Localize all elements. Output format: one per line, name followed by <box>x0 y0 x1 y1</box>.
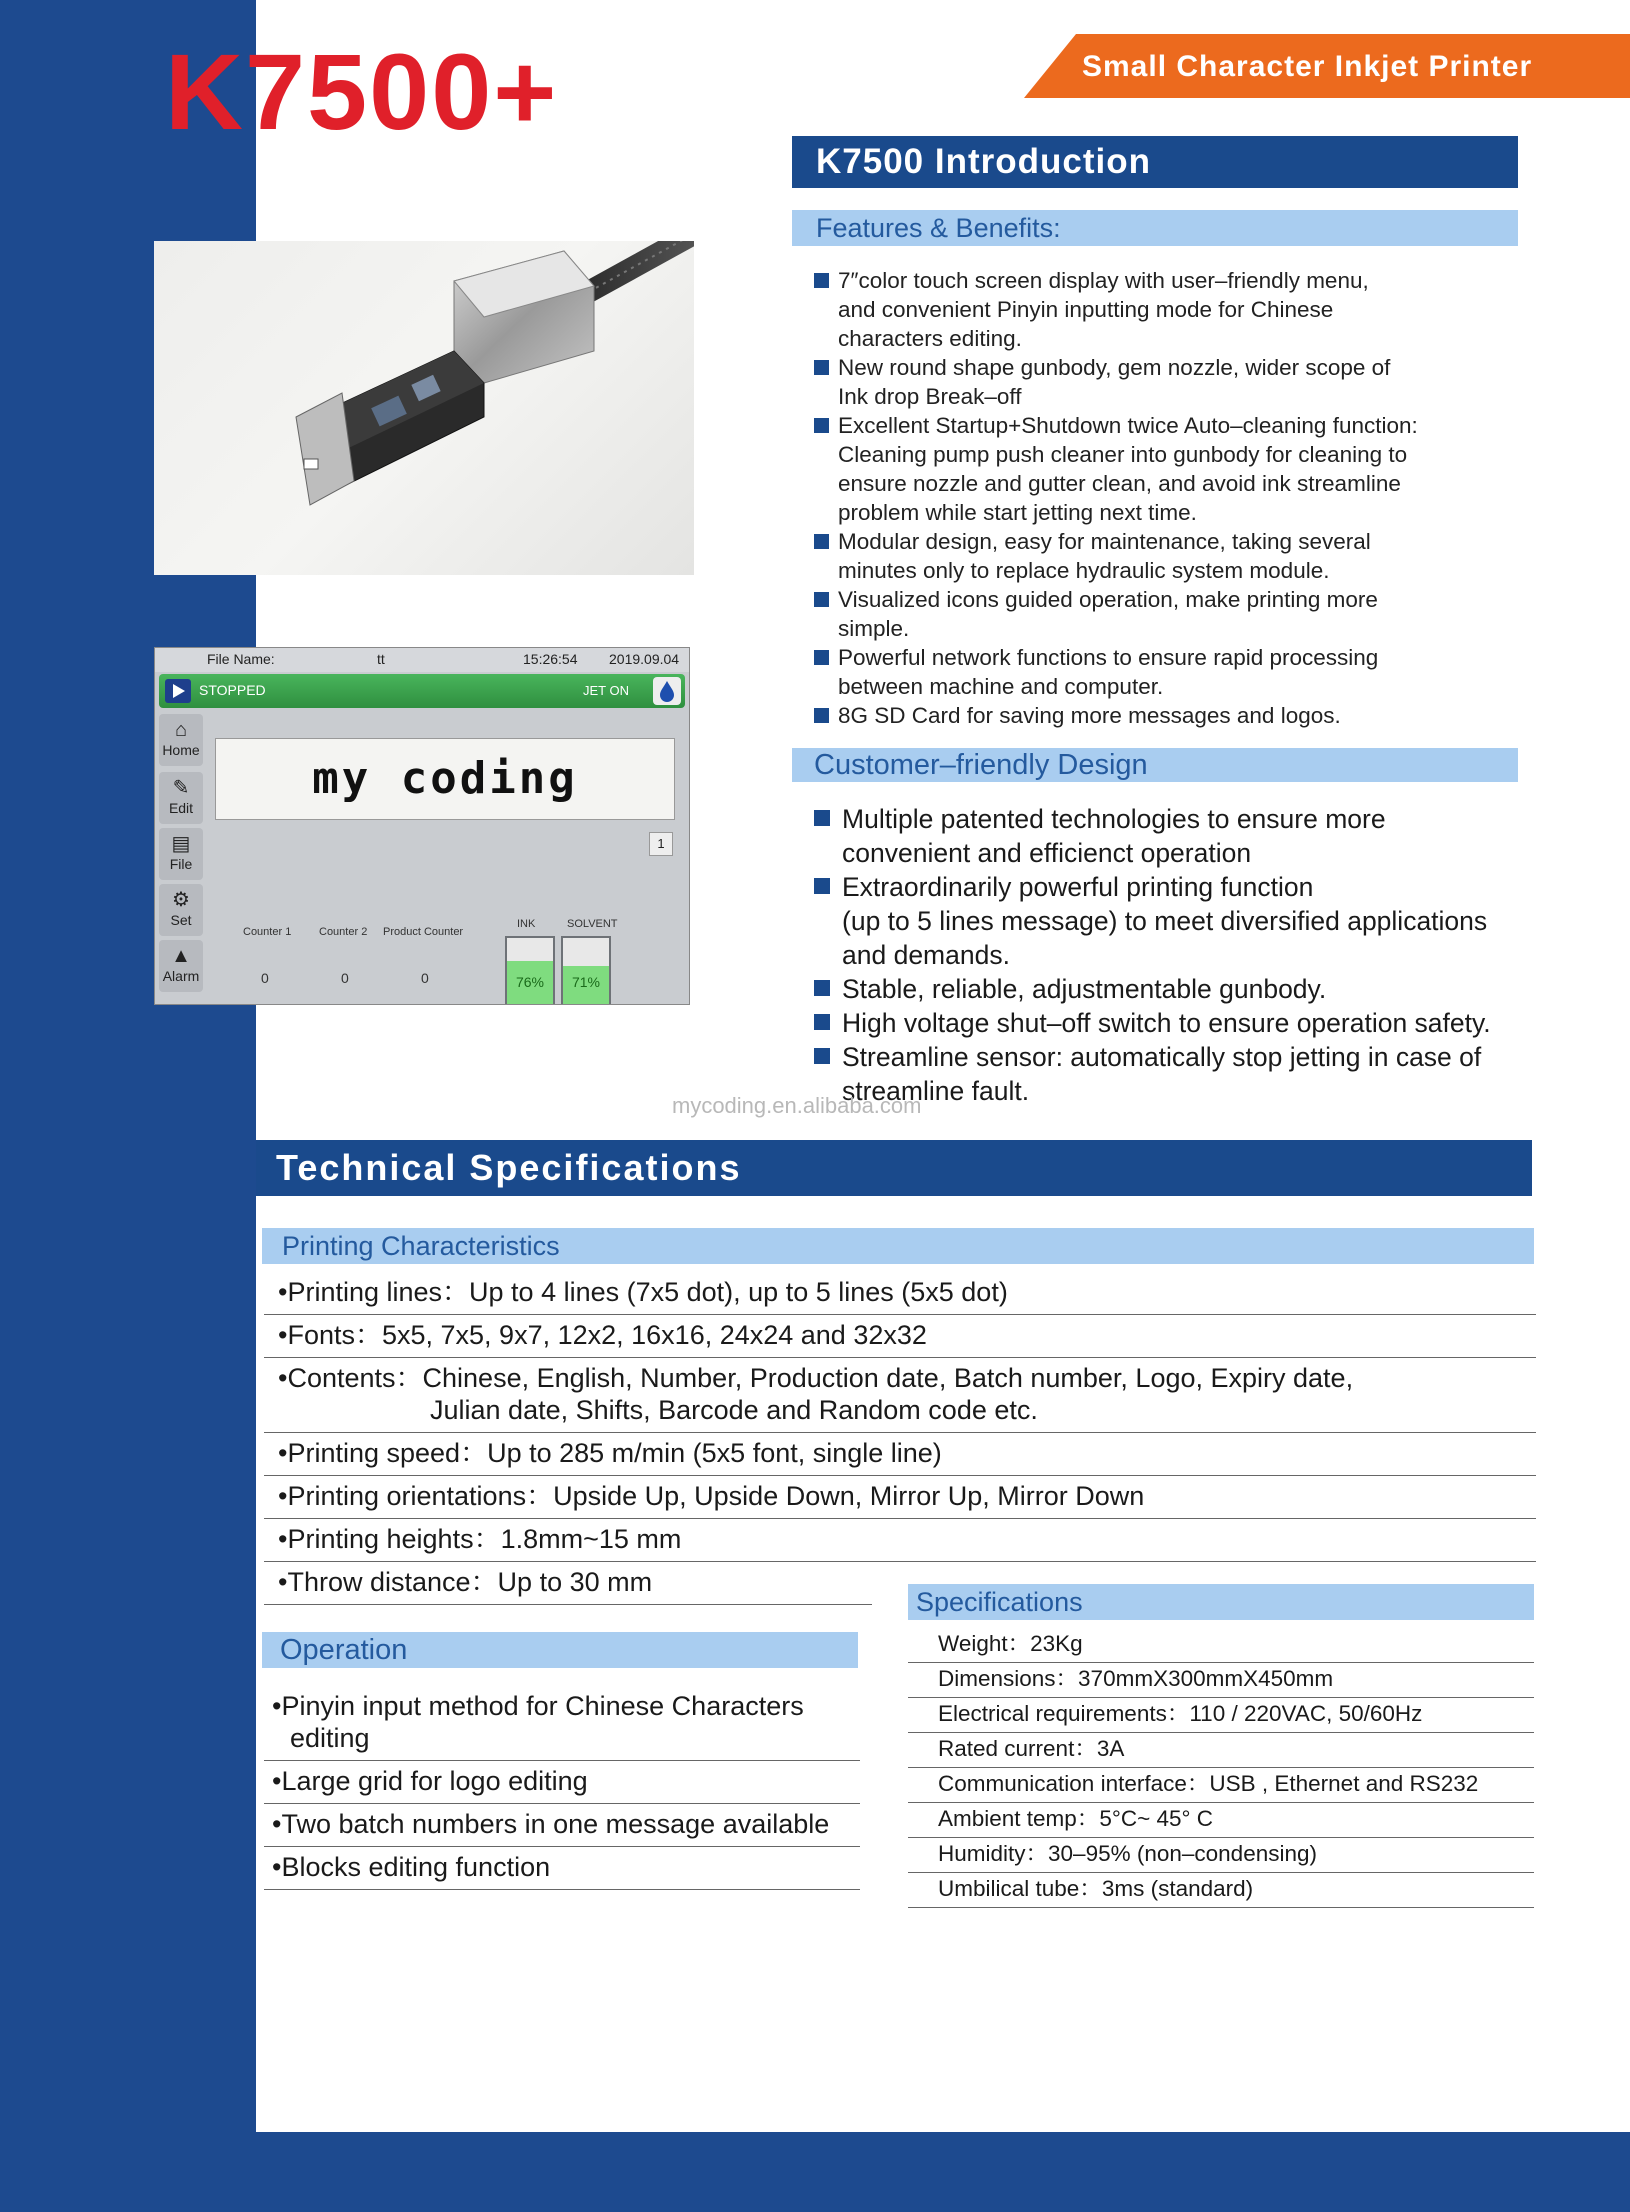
bullet-square <box>814 810 830 826</box>
printing-row <box>264 1272 1536 1315</box>
feature-line: Visualized icons guided operation, make printing more <box>838 587 1378 612</box>
touch-screen-photo <box>154 647 690 1005</box>
printing-value: 5x5, 7x5, 9x7, 12x2, 16x16, 24x24 and 32x32 <box>381 1320 927 1350</box>
specifications-list <box>908 1628 1534 1908</box>
bullet-square <box>814 650 829 665</box>
feature-line: Cleaning pump push cleaner into gunbody for cleaning to <box>838 442 1408 467</box>
operation-list <box>264 1686 860 1890</box>
edit-icon: ✎ <box>172 777 190 799</box>
feature-line: Excellent Startup+Shutdown twice Auto–cleaning function: <box>838 413 1418 438</box>
operation-line: •Two batch numbers in one message available <box>272 1809 830 1839</box>
spec-row <box>908 1803 1534 1838</box>
solvent-tank <box>561 936 611 1005</box>
gear-icon: ⚙ <box>172 889 190 911</box>
operation-line: •Pinyin input method for Chinese Characters <box>272 1691 804 1721</box>
spec-row <box>908 1838 1534 1873</box>
feature-line: problem while start jetting next time. <box>838 500 1197 525</box>
printing-row <box>264 1433 1536 1476</box>
customer-item <box>814 1006 1574 1040</box>
spec-value: 370mmX300mmX450mm <box>1078 1666 1334 1691</box>
bullet-square <box>814 980 830 996</box>
side-btn-file[interactable] <box>159 828 203 880</box>
file-name-label: File Name: <box>207 651 275 667</box>
printing-label: •Contents： <box>278 1363 423 1393</box>
feature-line: simple. <box>838 616 910 641</box>
spec-label: Dimensions： <box>938 1666 1079 1691</box>
printing-value: Up to 4 lines (7x5 dot), up to 5 lines (5x5 dot) <box>469 1277 1008 1307</box>
printing-label: •Throw distance： <box>278 1567 498 1597</box>
feature-item <box>814 266 1534 353</box>
printing-row <box>264 1358 1536 1433</box>
bullet-square <box>814 534 829 549</box>
brand-title: K7500+ <box>165 31 559 152</box>
bullet-square <box>814 878 830 894</box>
spec-value: 110 / 220VAC, 50/60Hz <box>1189 1701 1423 1726</box>
screen-top-bar <box>155 648 689 672</box>
spec-value: 23Kg <box>1030 1631 1083 1656</box>
spec-value: 30–95% (non–condensing) <box>1048 1841 1317 1866</box>
feature-item <box>814 411 1534 527</box>
customer-line: Extraordinarily powerful printing function <box>842 872 1314 902</box>
customer-list <box>814 802 1574 1108</box>
customer-line: Streamline sensor: automatically stop jetting in case of <box>842 1042 1482 1072</box>
counter-label: Counter 1 <box>243 926 292 938</box>
feature-line: between machine and computer. <box>838 674 1164 699</box>
specifications-heading: Specifications <box>908 1584 1534 1620</box>
ink-label: INK <box>517 918 536 930</box>
operation-row <box>264 1847 860 1890</box>
customer-line: High voltage shut–off switch to ensure operation safety. <box>842 1008 1491 1038</box>
printing-row <box>264 1519 1536 1562</box>
jet-status: JET ON <box>583 683 629 698</box>
intro-heading: K7500 Introduction <box>792 136 1518 188</box>
feature-line: 8G SD Card for saving more messages and logos. <box>838 703 1341 728</box>
bullet-square <box>814 708 829 723</box>
printing-list <box>264 1272 1536 1605</box>
printing-label: •Printing speed： <box>278 1438 488 1468</box>
counter-label: Counter 2 <box>319 926 368 938</box>
screen-time: 15:26:54 <box>523 651 578 667</box>
counter-panel <box>215 848 633 988</box>
home-icon: ⌂ <box>174 719 188 741</box>
operation-row <box>264 1761 860 1804</box>
bullet-square <box>814 592 829 607</box>
alarm-icon: ▲ <box>171 945 191 967</box>
tagline: Small Character Inkjet Printer <box>1082 50 1533 83</box>
printing-label: •Printing orientations： <box>278 1481 554 1511</box>
printing-row <box>264 1315 1536 1358</box>
side-label: File <box>169 856 193 872</box>
side-label: Edit <box>168 800 194 816</box>
solvent-label: SOLVENT <box>567 918 618 930</box>
customer-item <box>814 870 1574 972</box>
feature-item <box>814 643 1534 701</box>
customer-item <box>814 802 1574 870</box>
customer-item <box>814 1040 1574 1108</box>
printing-label: •Fonts： <box>278 1320 382 1350</box>
printing-row <box>264 1562 872 1605</box>
operation-row <box>264 1804 860 1847</box>
spec-label: Humidity： <box>938 1841 1049 1866</box>
operation-row <box>264 1686 860 1761</box>
feature-line: Modular design, easy for maintenance, taking several <box>838 529 1371 554</box>
side-btn-set[interactable] <box>159 884 203 936</box>
ink-tank <box>505 936 555 1005</box>
spec-row <box>908 1733 1534 1768</box>
spec-row <box>908 1768 1534 1803</box>
customer-line: streamline fault. <box>842 1076 1030 1106</box>
feature-item <box>814 527 1534 585</box>
counter-value: 0 <box>261 970 269 986</box>
printhead-illustration <box>154 241 694 575</box>
feature-line: 7″color touch screen display with user–friendly menu, <box>838 268 1369 293</box>
customer-line: and demands. <box>842 940 1010 970</box>
bullet-square <box>814 418 829 433</box>
screen-date: 2019.09.04 <box>609 651 680 667</box>
counter-value: 0 <box>421 970 429 986</box>
printing-value: Upside Up, Upside Down, Mirror Up, Mirror Down <box>553 1481 1145 1511</box>
customer-heading: Customer–friendly Design <box>792 748 1518 782</box>
ink-percent: 76% <box>515 974 545 990</box>
customer-item <box>814 972 1574 1006</box>
spec-value: 3A <box>1096 1736 1125 1761</box>
features-list <box>814 266 1534 730</box>
printing-value: Chinese, English, Number, Production date, Batch number, Logo, Expiry date, <box>422 1363 1354 1393</box>
tech-specs-heading: Technical Specifications <box>256 1140 1532 1196</box>
message-preview: my coding <box>215 738 675 820</box>
spec-value: USB , Ethernet and RS232 <box>1209 1771 1479 1796</box>
feature-line: Powerful network functions to ensure rapid processing <box>838 645 1379 670</box>
screen-side-menu <box>159 714 203 1000</box>
page-indicator[interactable]: 1 <box>649 832 673 856</box>
customer-line: Stable, reliable, adjustmentable gunbody. <box>842 974 1327 1004</box>
file-name-value: tt <box>377 651 385 667</box>
side-label: Set <box>170 912 192 928</box>
spec-row <box>908 1873 1534 1908</box>
side-btn-home[interactable] <box>159 714 203 766</box>
customer-line: Multiple patented technologies to ensure more <box>842 804 1386 834</box>
customer-line: (up to 5 lines message) to meet diversified applications <box>842 906 1488 936</box>
spec-row <box>908 1628 1534 1663</box>
bullet-square <box>814 1048 830 1064</box>
feature-line: ensure nozzle and gutter clean, and avoid ink streamline <box>838 471 1401 496</box>
bullet-square <box>814 360 829 375</box>
feature-line: New round shape gunbody, gem nozzle, wider scope of <box>838 355 1391 380</box>
solvent-percent: 71% <box>571 974 601 990</box>
spec-label: Ambient temp： <box>938 1806 1100 1831</box>
printing-label: •Printing lines： <box>278 1277 470 1307</box>
machine-status: STOPPED <box>199 682 266 698</box>
spec-label: Electrical requirements： <box>938 1701 1190 1726</box>
feature-line: minutes only to replace hydraulic system module. <box>838 558 1330 583</box>
spec-label: Rated current： <box>938 1736 1097 1761</box>
printing-value: Up to 285 m/min (5x5 font, single line) <box>487 1438 942 1468</box>
features-heading: Features & Benefits: <box>792 210 1518 246</box>
operation-line-cont: editing <box>290 1723 370 1753</box>
counter-label: Product Counter <box>383 926 464 938</box>
printing-value: 1.8mm~15 mm <box>500 1524 682 1554</box>
spec-row <box>908 1663 1534 1698</box>
bottom-blue-band <box>0 2132 1630 2212</box>
side-label: Home <box>162 742 200 758</box>
printing-row <box>264 1476 1536 1519</box>
side-btn-alarm[interactable] <box>159 940 203 992</box>
ink-drop-icon <box>653 677 681 705</box>
side-btn-edit[interactable] <box>159 772 203 824</box>
play-icon[interactable] <box>165 679 191 703</box>
spec-value: 3ms (standard) <box>1101 1876 1254 1901</box>
printing-value: Up to 30 mm <box>497 1567 653 1597</box>
operation-line: •Blocks editing function <box>272 1852 551 1882</box>
operation-line: •Large grid for logo editing <box>272 1766 588 1796</box>
watermark: mycoding.en.alibaba.com <box>672 1093 922 1118</box>
spec-label: Communication interface： <box>938 1771 1210 1796</box>
spec-label: Umbilical tube： <box>938 1876 1102 1901</box>
feature-line: Ink drop Break–off <box>838 384 1022 409</box>
feature-item <box>814 701 1534 730</box>
feature-item <box>814 353 1534 411</box>
printing-heading: Printing Characteristics <box>262 1228 1534 1264</box>
side-label: Alarm <box>162 968 200 984</box>
feature-line: and convenient Pinyin inputting mode for Chinese <box>838 297 1334 322</box>
screen-status-bar <box>159 674 685 708</box>
printing-value-cont: Julian date, Shifts, Barcode and Random code etc. <box>430 1395 1038 1425</box>
file-icon: ▤ <box>171 833 191 855</box>
spec-value: 5°C~ 45° C <box>1099 1806 1213 1831</box>
spec-label: Weight： <box>938 1631 1031 1656</box>
product-photo <box>154 241 694 575</box>
bullet-square <box>814 273 829 288</box>
counter-value: 0 <box>341 970 349 986</box>
feature-line: characters editing. <box>838 326 1022 351</box>
printing-label: •Printing heights： <box>278 1524 501 1554</box>
feature-item <box>814 585 1534 643</box>
spec-row <box>908 1698 1534 1733</box>
bullet-square <box>814 1014 830 1030</box>
customer-line: convenient and efficienct operation <box>842 838 1252 868</box>
operation-heading: Operation <box>262 1632 858 1668</box>
